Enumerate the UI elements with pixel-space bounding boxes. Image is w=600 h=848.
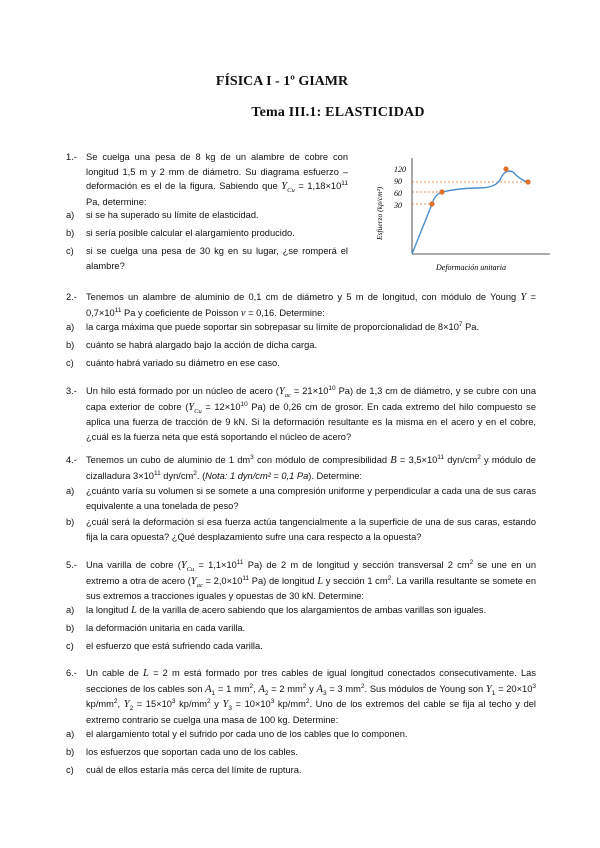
problem-number: 2.- xyxy=(66,292,77,302)
part-text: la deformación unitaria en cada varilla. xyxy=(86,623,246,633)
problem-number: 1.- xyxy=(66,152,77,162)
part-text: si sería posible calcular el alargamiento producido. xyxy=(86,228,295,238)
problem-text: Tenemos un alambre de aluminio de 0,1 cm de diámetro y 5 m de longitud, con módulo de Young $Y = 0,7\times 10^{11}$ Pa y coeficiente de Poisson ν = 0,16. Determine: xyxy=(86,292,536,319)
part-letter: c) xyxy=(66,358,74,368)
part-letter: a) xyxy=(66,605,75,615)
part-text: ¿cuánto varía su volumen si se somete a una compresión uniforme y perpendicular a cada una de sus caras equivalente a una tonelada de peso? xyxy=(86,486,536,511)
tick-60: 60 xyxy=(394,189,402,198)
part-letter: a) xyxy=(66,729,75,739)
problem-text: Un hilo está formado por un núcleo de acero ($Y_{ac} = 21\times 10^{10}$ Pa) de 1,3 cm de diámetro, y se cubre con una capa exterior de cobre ($Y_{Cu} = 12\times 10^{10}$ Pa) de 0,26 cm de grosor. En cada extremo del hilo compuesto se aplica una fuerza de tracción de 9 kN. Si la deformación resultante es la misma en el acero y en el cobre, ¿cuál es la fuerza neta que está soportando el núcleo de acero? xyxy=(86,384,536,442)
problem-text: Una varilla de cobre ($Y_{Cu} = 1,1\times 10^{11}$ Pa) de 2 m de longitud y sección transversal 2 $cm^2$ se une en un extremo a otra de acero ($Y_{ac} = 2,0\times 10^{11}$ Pa) de longitud L y sección 1 $cm^2$. La varilla resultante se somete en sus extremos a tracciones iguales y opuestas de 30 kN. Determine: xyxy=(86,558,536,602)
tick-30: 30 xyxy=(394,201,402,210)
part-text: cuál de ellos estaría más cerca del límite de ruptura. xyxy=(86,765,302,775)
rupture-point xyxy=(525,179,530,184)
part-letter: b) xyxy=(66,747,75,757)
part-letter: b) xyxy=(66,340,75,350)
problem-number: 6.- xyxy=(66,668,77,678)
problem-text: Se cuelga una pesa de 8 kg de un alambre de cobre con longitud 1,5 m y 2 mm de diámetro. Su diagrama esfuerzo – deformación es el de la figura. Sabiendo que $Y_{Cu} = 1,18\times 10^{11}$ Pa, determine: xyxy=(86,152,348,207)
part-letter: b) xyxy=(66,623,75,633)
part-text: la longitud L de la varilla de acero sabiendo que los alargamientos de ambas varillas son iguales. xyxy=(86,605,487,616)
problem-number: 3.- xyxy=(66,386,77,396)
part-letter: a) xyxy=(66,210,75,220)
part-letter: c) xyxy=(66,641,74,651)
part-text: si se ha superado su límite de elasticidad. xyxy=(86,210,259,220)
part-text: cuánto se habrá alargado bajo la acción de dicha carga. xyxy=(86,340,318,350)
x-axis-label: Deformación unitaria xyxy=(436,263,506,272)
stress-strain-figure xyxy=(360,150,560,280)
y-axis-label: Esfuerzo (kp/cm²) xyxy=(375,186,384,240)
part-text: el alargamiento total y el sufrido por cada uno de los cables que lo componen. xyxy=(86,729,408,739)
stress-strain-curve xyxy=(412,171,528,254)
tick-120: 120 xyxy=(394,165,406,174)
problem-number: 5.- xyxy=(66,560,77,570)
elastic-limit-point xyxy=(439,189,444,194)
part-letter: a) xyxy=(66,322,75,332)
part-text: si se cuelga una pesa de 30 kg en su lugar, ¿se romperá el alambre? xyxy=(86,246,348,271)
part-letter: b) xyxy=(66,228,75,238)
problem-text: Un cable de L = 2 m está formado por tres cables de igual longitud conectados consecutivamente. Las secciones de los cables son $A_1 = 1$ $mm^2$, $A_2 = 2$ $mm^2$ y $A_3 = 3$ $mm^2$. Sus módulos de Young son $Y_1 = 20\times 10^3$ $kp/mm^2$, $Y_2 = 15\times 10^3$ $kp/mm^2$ y $Y_3 = 10\times 10^3$ $kp/mm^2$. Uno de los extremos del cable se fija al techo y del extremo contrario se cuelga una masa de 100 kg. Determine: xyxy=(86,668,536,725)
part-text: cuánto habrá variado su diámetro en ese caso. xyxy=(86,358,280,368)
course-title: FÍSICA I - 1º GIAMR xyxy=(215,74,349,89)
problem-number: 4.- xyxy=(66,455,77,465)
max-stress-point xyxy=(503,166,508,171)
tick-90: 90 xyxy=(394,177,402,186)
problem-text: Tenemos un cubo de aluminio de 1 $dm^3$ con módulo de compresibilidad $B = 3,5\times 10^{11}$ dyn/$cm^2$ y módulo de cizalladura $3\times 10^{11}$ dyn/$cm^2$. (Nota: 1 dyn/cm² = 0,1 Pa). Determine: xyxy=(86,453,536,481)
part-text: la carga máxima que puede soportar sin sobrepasar su límite de proporcionalidad de $8\times 10^7$ Pa. xyxy=(86,320,480,332)
part-letter: c) xyxy=(66,246,74,256)
part-letter: b) xyxy=(66,517,75,527)
topic-title: Tema III.1: ELASTICIDAD xyxy=(251,105,425,120)
part-text: ¿cuál será la deformación si esa fuerza actúa tangencialmente a la superficie de una de sus caras, estando fija la cara opuesta? ¿Qué desplazamiento sufre una cara respecto a la opuesta? xyxy=(86,517,536,542)
part-text: los esfuerzos que soportan cada uno de los cables. xyxy=(86,747,298,757)
part-letter: a) xyxy=(66,486,75,496)
proportional-limit-point xyxy=(429,201,434,206)
part-letter: c) xyxy=(66,765,74,775)
part-text: el esfuerzo que está sufriendo cada varilla. xyxy=(86,641,263,651)
